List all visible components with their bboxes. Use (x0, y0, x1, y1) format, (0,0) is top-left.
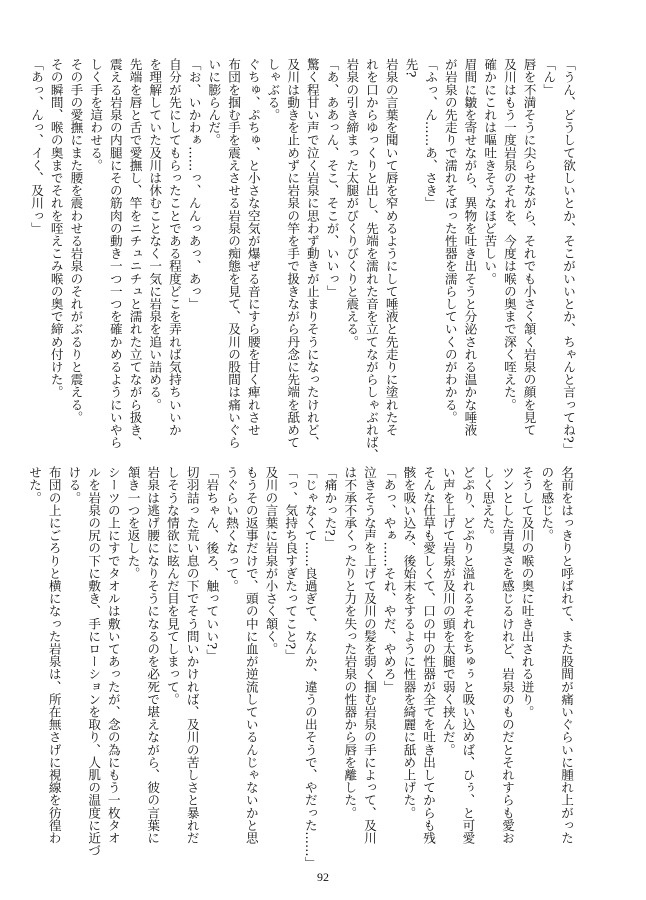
text-line: しゃぶる。 (265, 58, 281, 121)
text-line: そうして及川の喉の奥に吐き出される迸り。 (519, 466, 535, 718)
text-line: 「あっ、んっ、イく、及川っ」 (29, 58, 45, 235)
text-line: 及川はもう一度岩泉のそれを、今度は喉の奥まで深く咥えた。 (501, 58, 517, 411)
text-line: 眉間に皺を寄せながら、異物を吐き出そうと分泌される温かな唾液 (462, 58, 478, 436)
text-line: 岩泉は逃げ腰になりそうになるのを必死で堪えながら、彼の言葉に (145, 466, 161, 844)
text-line: 先? (403, 58, 419, 78)
text-line: 「あっ、やぁ……それ、やだ、やめろ」 (381, 466, 397, 693)
text-line: しく思えた。 (480, 466, 496, 542)
text-line: 「あ、ああっん、そこ、そこが、いいっ」 (324, 58, 340, 298)
text-line: 及川は動きを止めずに岩泉の竿を手で扱きながら丹念に先端を舐めて (285, 58, 301, 449)
lower-text-block (24, 466, 576, 870)
text-line: 自分が先にしてもらったことである程度どこを弄れば気持ちいいか (166, 58, 182, 436)
text-line: 「岩ちゃん、後ろ、触っていい?」 (204, 466, 220, 662)
text-line: 頷き一つを返した。 (125, 466, 141, 580)
text-line: 確かにこれは嘔吐きそうなほど苦しい。 (482, 58, 498, 285)
text-line: 岩泉の引き締まった太腿がびくりびくりと震える。 (344, 58, 360, 348)
text-line: しく手を這わせる。 (88, 58, 104, 172)
text-line: 泣きそうな声を上げて及川の髪を弱く掴む岩泉の手によって、及川 (361, 466, 377, 844)
text-line: 「うん、どうして欲しいとか、そこがいいとか、ちゃんと言ってね?」 (561, 58, 576, 456)
text-line: その瞬間、喉の奥までそれを咥えこみ喉の奥で締め付けた。 (48, 58, 64, 399)
page-number: 92 (317, 870, 329, 884)
text-line: 及川の言葉に岩泉が小さく頷く。 (263, 466, 279, 655)
text-line: その手の愛撫にまた腰を震わせる岩泉のそれがぶるりと震える。 (68, 58, 84, 424)
text-line: ぐちゅ、ぷちゅ、と小さな空気が爆ぜる音にすら腰を甘く痺れさせ (245, 58, 261, 436)
text-line: そんな仕草も愛しくて、口の中の性器が全てを吐き出してからも残 (421, 466, 437, 844)
text-line: 「痛かった?」 (322, 466, 338, 549)
text-line: ツンとした青臭さを感じるけれど、岩泉のものだとそれすらも愛お (499, 466, 515, 844)
text-line: 「ふっ、ん……あ、さき」 (423, 58, 439, 210)
text-line: 唇を不満そうに尖らせながら、それでも小さく頷く岩泉の顔を見て (521, 58, 537, 436)
text-line: のを感じた。 (539, 466, 555, 542)
text-line: どぷり、どぷりと溢れるそれをちゅぅと吸い込めば、ひぅ、と可愛 (460, 466, 476, 844)
text-line: 驚く程甘い声で泣く岩泉に思わず動きが止まりそうになったけれど、 (304, 58, 320, 449)
text-line: 岩泉の言葉を聞いて唇を窄めるようにして唾液と先走りに塗れたそ (383, 58, 399, 436)
text-line: ルを岩泉の尻の下に敷き、手にローションを取り、人肌の温度に近づ (86, 466, 102, 857)
text-line: 「お、いかわぁ……っ、んんっあっ、あっ」 (186, 58, 202, 310)
text-line: い声を上げて岩泉が及川の頭を太腿で弱く挟んだ。 (440, 466, 456, 756)
text-line: しそうな情欲に眩んだ目を見てしまって。 (164, 466, 180, 706)
text-line: うぐらい熱くなって。 (224, 466, 240, 592)
text-line: 「じゃなくて……良過ぎて、なんか、違うの出そうで、やだった……」 (302, 466, 318, 870)
text-line: を理解していた及川は休むことなく一気に岩泉を追い詰める。 (147, 58, 163, 411)
text-line: 布団の上にごろりと横になった岩泉は、所在無さげに視線を彷徨わ (46, 466, 62, 844)
text-line: いに膨らんだ。 (206, 58, 222, 147)
text-line: 骸を吸い込み、後始末をするように性器を綺麗に舐め上げた。 (401, 466, 417, 819)
text-line: 先端を唇と舌で愛撫し、竿をニチュニチュと濡れた立てながら扱き、 (127, 58, 143, 449)
text-line: ける。 (66, 466, 82, 504)
text-line: 切羽詰った荒い息の下でそう問いかければ、及川の苦しさと暴れだ (184, 466, 200, 844)
text-line: が岩泉の先走りで濡れそぼった性器を濡らしていくのがわかる。 (442, 58, 458, 424)
upper-text-block (26, 58, 578, 462)
text-line: 名前をはっきりと呼ばれて、また股間が痛いぐらいに腫れ上がった (559, 466, 574, 844)
text-line: もうその返事だけで、頭の中に血が逆流しているんじゃないかと思 (243, 466, 259, 844)
text-line: シーツの上にすでタオルは敷いてあったが、念の為にもう一枚タオ (105, 466, 121, 844)
text-line: せた。 (27, 466, 43, 504)
text-line: 震える岩泉の内腿にその筋肉の動き一つ一つを確かめるようにいやら (107, 58, 123, 449)
text-line: れを口からゆっくりと出し、先端を濡れた音を立てながらしゃぶれば、 (363, 58, 379, 462)
text-line: 布団を掴む手を震えさせる岩泉の痴態を見て、及川の股間は痛いぐら (226, 58, 242, 449)
text-line: 「ん」 (541, 58, 557, 96)
text-line: 「っ、気持ち良すぎたってこと?」 (283, 466, 299, 662)
text-line: は不承不承くったりと力を失った岩泉の性器から唇を離した。 (342, 466, 358, 819)
